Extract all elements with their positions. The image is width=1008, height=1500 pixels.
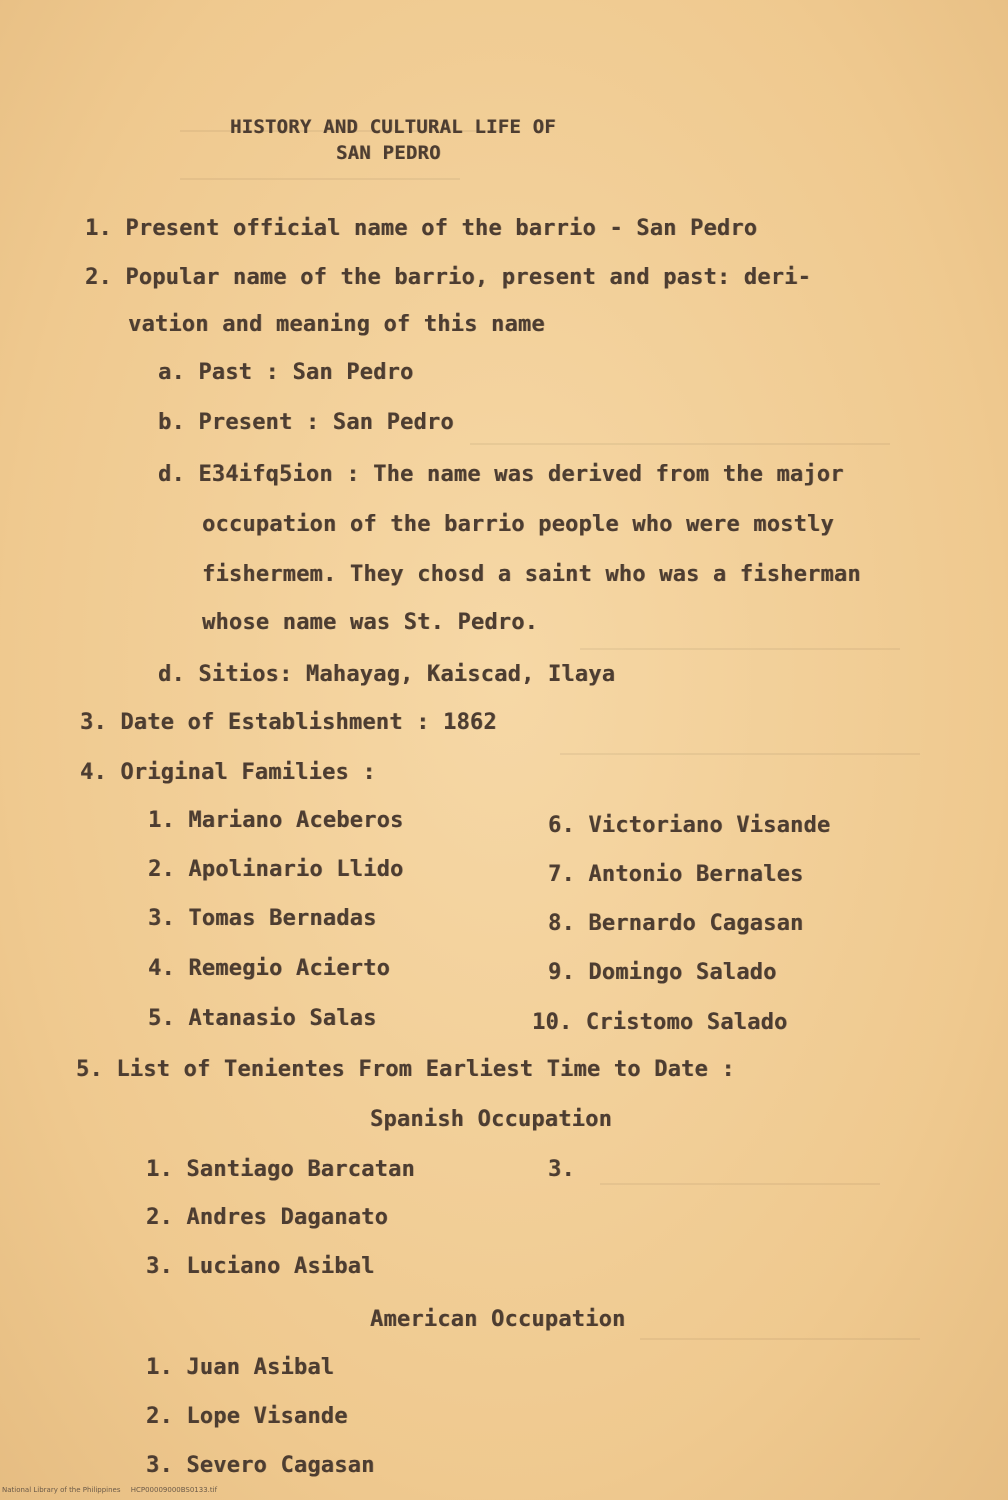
- item-2-past: a. Past : San Pedro: [158, 360, 414, 385]
- spanish-teniente-2: 2. Andres Daganato: [146, 1205, 389, 1230]
- family-right-9: 9. Domingo Salado: [548, 960, 777, 985]
- item-2-derivation-line-3: fishermem. They chosd a saint who was a fisherman: [202, 562, 861, 587]
- bleed-through-shadow: [600, 1165, 880, 1185]
- spanish-occupation-heading: Spanish Occupation: [370, 1107, 613, 1132]
- item-5: 5. List of Tenientes From Earliest Time to Date :: [76, 1057, 735, 1082]
- item-3: 3. Date of Establishment : 1862: [80, 710, 497, 735]
- spanish-extra-number: 3.: [548, 1157, 575, 1182]
- american-teniente-3: 3. Severo Cagasan: [146, 1453, 375, 1478]
- family-right-7: 7. Antonio Bernales: [548, 862, 804, 887]
- american-teniente-1: 1. Juan Asibal: [146, 1355, 335, 1380]
- spanish-teniente-3: 3. Luciano Asibal: [146, 1254, 375, 1279]
- footer-library: National Library of the Philippines: [2, 1486, 121, 1494]
- item-4: 4. Original Families :: [80, 760, 376, 785]
- item-2-derivation-line-1: d. E34ifq5ion : The name was derived from the major: [158, 462, 844, 487]
- spanish-teniente-1: 1. Santiago Barcatan: [146, 1157, 415, 1182]
- family-right-10: 10. Cristomo Salado: [532, 1010, 788, 1035]
- family-right-6: 6. Victoriano Visande: [548, 813, 831, 838]
- american-teniente-2: 2. Lope Visande: [146, 1404, 348, 1429]
- item-2-sitios: d. Sitios: Mahayag, Kaiscad, Ilaya: [158, 662, 616, 687]
- bleed-through-shadow: [560, 735, 920, 755]
- bleed-through-shadow: [580, 630, 900, 650]
- family-left-4: 4. Remegio Acierto: [148, 956, 391, 981]
- document-title-line-2: SAN PEDRO: [336, 142, 441, 164]
- item-2-derivation-line-4: whose name was St. Pedro.: [202, 610, 539, 635]
- bleed-through-shadow: [470, 425, 890, 445]
- family-left-5: 5. Atanasio Salas: [148, 1006, 377, 1031]
- item-2-present: b. Present : San Pedro: [158, 410, 454, 435]
- family-left-1: 1. Mariano Aceberos: [148, 808, 404, 833]
- scan-footer: [2, 1486, 225, 1494]
- document-title-line-1: HISTORY AND CULTURAL LIFE OF: [230, 116, 556, 138]
- item-2-derivation-line-2: occupation of the barrio people who were mostly: [202, 512, 834, 537]
- item-2-line-2: vation and meaning of this name: [128, 312, 545, 337]
- american-occupation-heading: American Occupation: [370, 1307, 626, 1332]
- family-right-8: 8. Bernardo Cagasan: [548, 911, 804, 936]
- item-1: 1. Present official name of the barrio - San Pedro: [85, 216, 758, 241]
- family-left-2: 2. Apolinario Llido: [148, 857, 404, 882]
- family-left-3: 3. Tomas Bernadas: [148, 906, 377, 931]
- item-2-line-1: 2. Popular name of the barrio, present and past: deri-: [85, 265, 812, 290]
- bleed-through-shadow: [640, 1320, 920, 1340]
- footer-file: HCP00009000BS0133.tif: [130, 1486, 218, 1494]
